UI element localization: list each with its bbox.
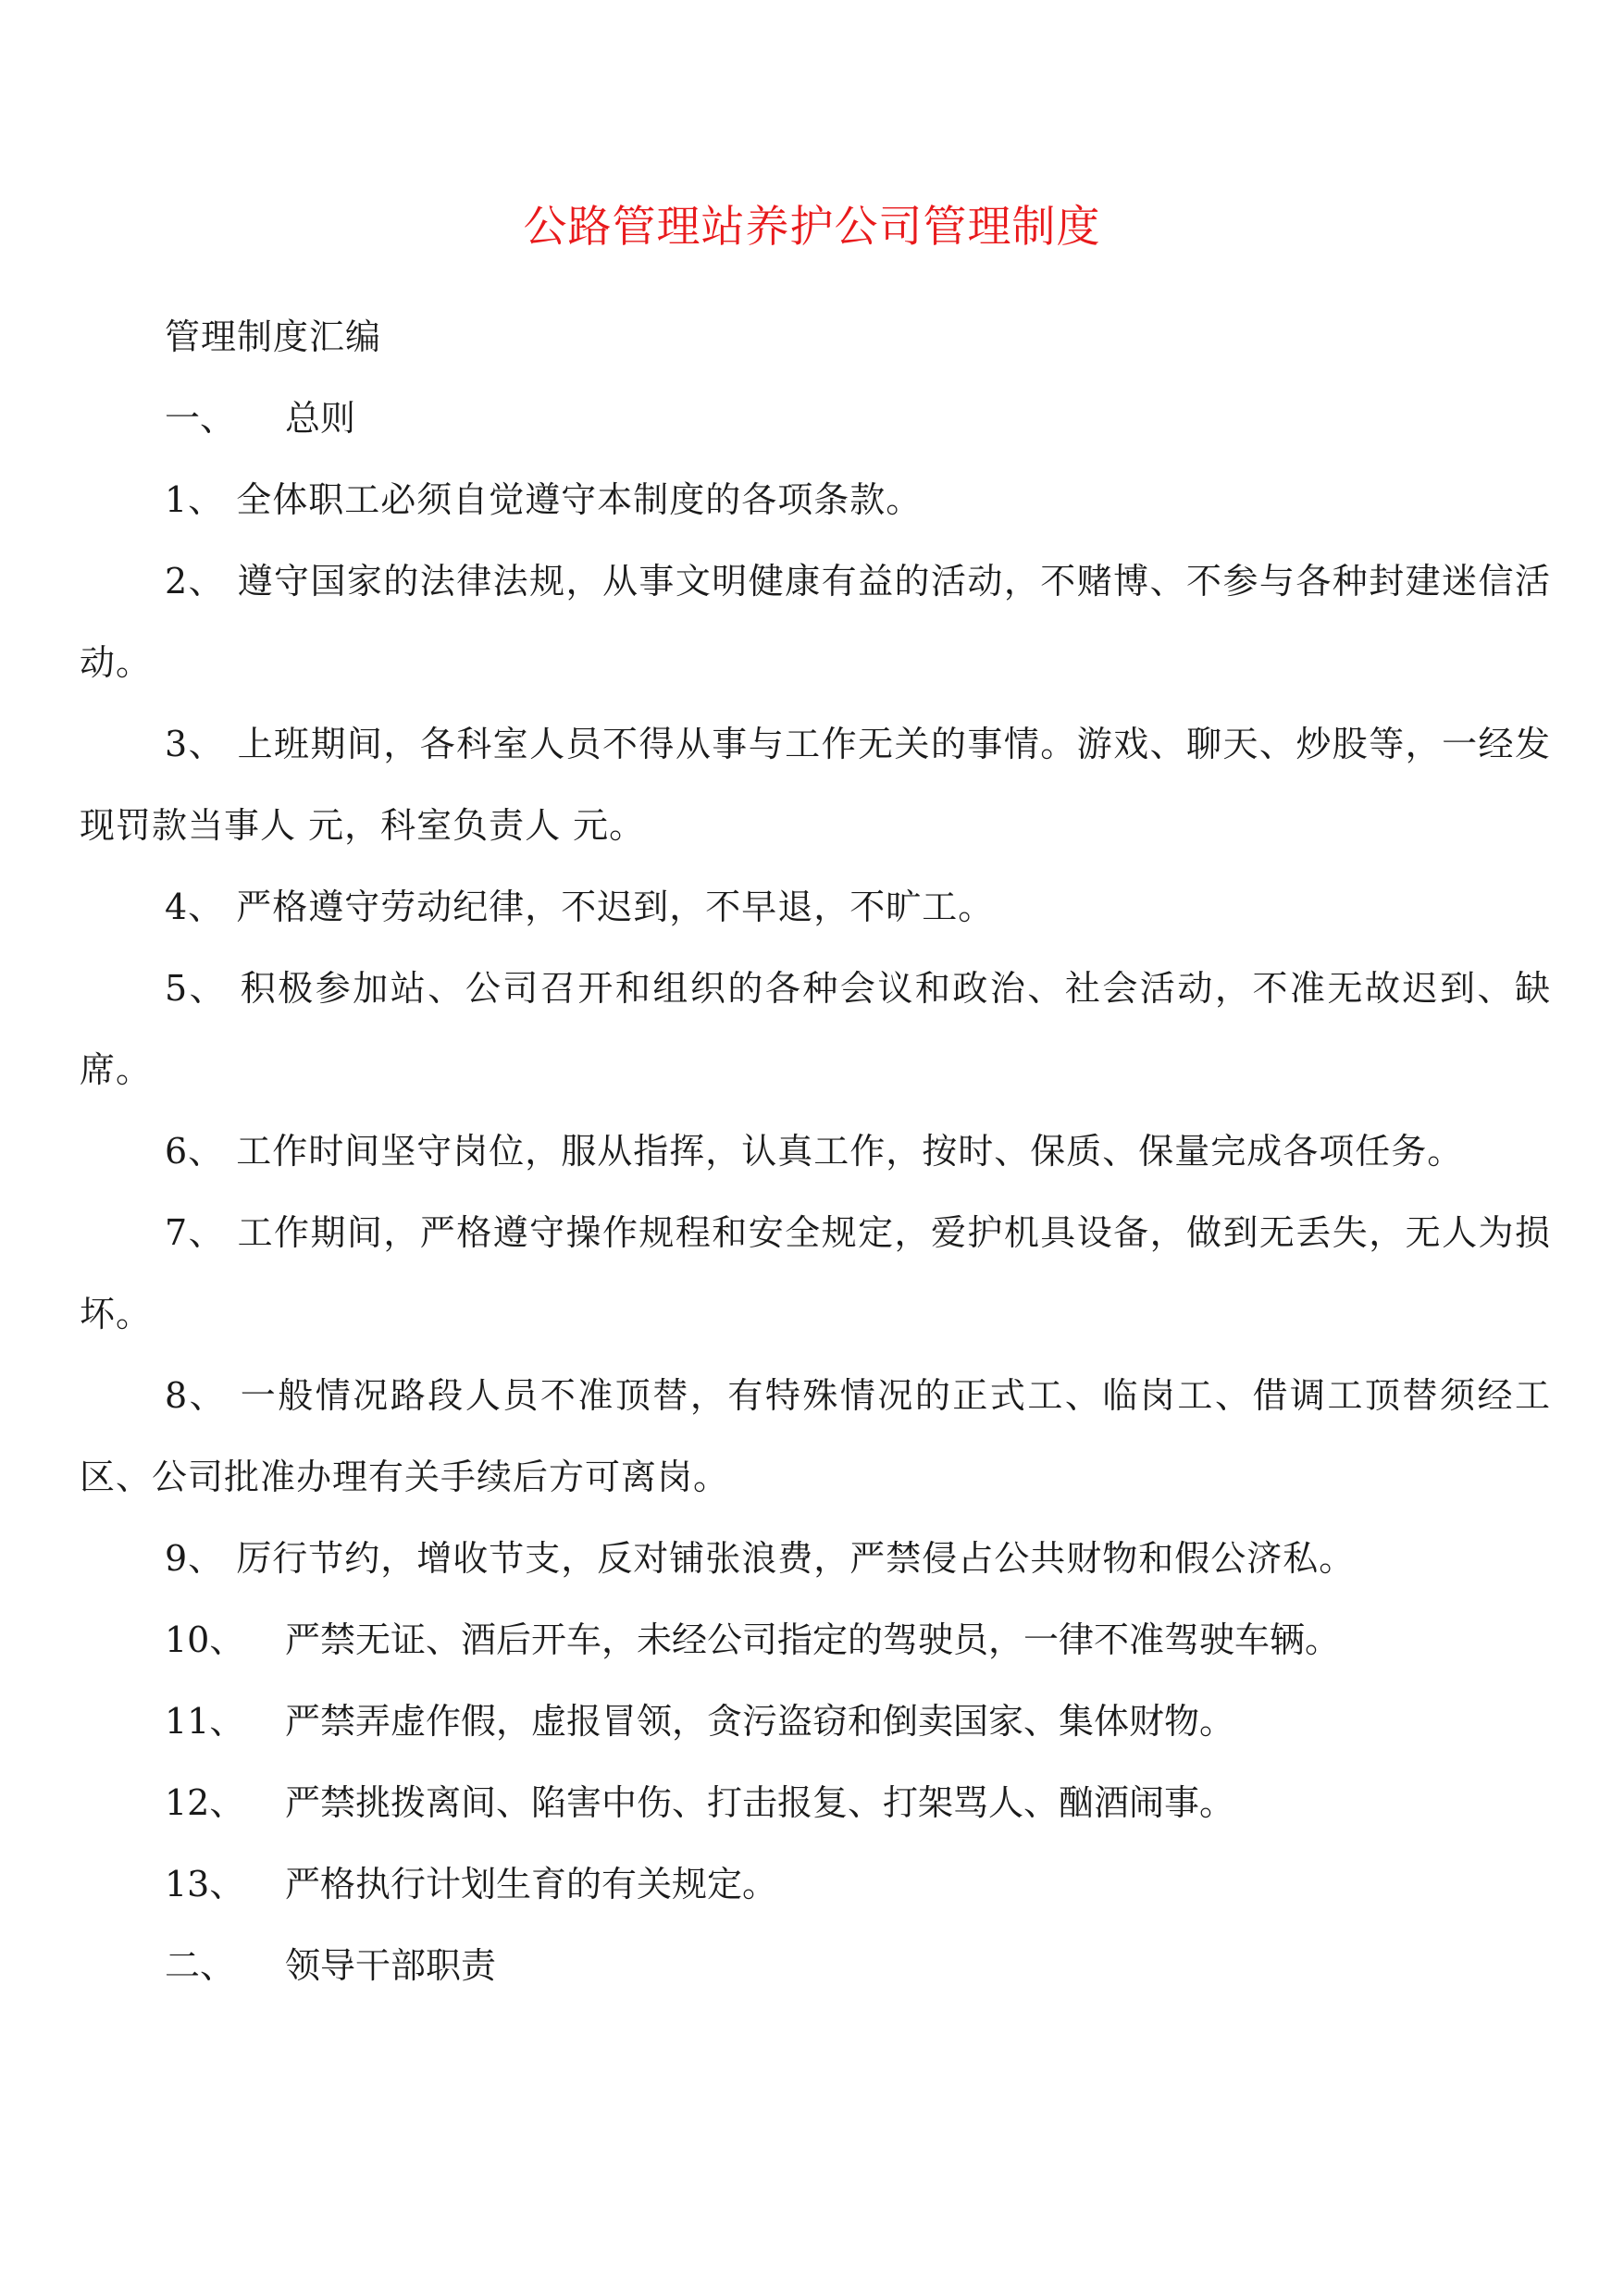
rule-item-3: 3、 上班期间，各科室人员不得从事与工作无关的事情。游戏、聊天、炒股等，一经发现罚款当事人 元，科室负责人 元。 (80, 724, 1551, 846)
rule-number: 11、 (165, 1701, 245, 1742)
section-label: 总则 (285, 398, 356, 439)
document-body (80, 296, 1551, 2006)
rule-item-4: 4、 严格遵守劳动纪律，不迟到，不早退，不旷工。 (165, 887, 995, 927)
document-title: 公路管理站养护公司管理制度 (523, 202, 1101, 253)
section-label: 领导干部职责 (285, 1945, 497, 1986)
rule-item-7: 7、 工作期间，严格遵守操作规程和安全规定，爱护机具设备，做到无丢失，无人为损坏。 (80, 1212, 1551, 1334)
rule-text: 严禁挑拨离间、陷害中伤、打击报复、打架骂人、酗酒闹事。 (285, 1782, 1235, 1823)
rule-item-6: 6、 工作时间坚守岗位，服从指挥，认真工作，按时、保质、保量完成各项任务。 (165, 1131, 1464, 1172)
rule-number: 12、 (165, 1782, 245, 1823)
section-number: 一、 (165, 398, 236, 439)
rule-item-8: 8、 一般情况路段人员不准顶替，有特殊情况的正式工、临岗工、借调工顶替须经工区、公司批准办理有关手续后方可离岗。 (80, 1375, 1551, 1497)
document-subtitle: 管理制度汇编 (165, 316, 382, 357)
rule-text: 严格执行计划生育的有关规定。 (285, 1864, 778, 1904)
rule-item-1: 1、 全体职工必须自觉遵守本制度的各项条款。 (165, 479, 923, 520)
rule-item-10 (80, 1599, 1551, 1681)
section-heading-1 (80, 378, 1551, 459)
rule-number: 10、 (165, 1619, 245, 1660)
rule-text: 严禁无证、酒后开车，未经公司指定的驾驶员，一律不准驾驶车辆。 (285, 1619, 1341, 1660)
rule-text: 严禁弄虚作假，虚报冒领，贪污盗窃和倒卖国家、集体财物。 (285, 1701, 1235, 1742)
rule-item-13 (80, 1843, 1551, 1925)
rule-number: 13、 (165, 1864, 245, 1904)
rule-item-5: 5、 积极参加站、公司召开和组织的各种会议和政治、社会活动，不准无故迟到、缺席。 (80, 968, 1551, 1090)
section-number: 二、 (165, 1945, 236, 1986)
section-heading-2 (80, 1925, 1551, 2006)
rule-item-9: 9、 厉行节约，增收节支，反对铺张浪费，严禁侵占公共财物和假公济私。 (165, 1538, 1356, 1579)
rule-item-12 (80, 1762, 1551, 1843)
rule-item-2: 2、 遵守国家的法律法规，从事文明健康有益的活动，不赌博、不参与各种封建迷信活动。 (80, 561, 1551, 683)
rule-item-11 (80, 1681, 1551, 1762)
